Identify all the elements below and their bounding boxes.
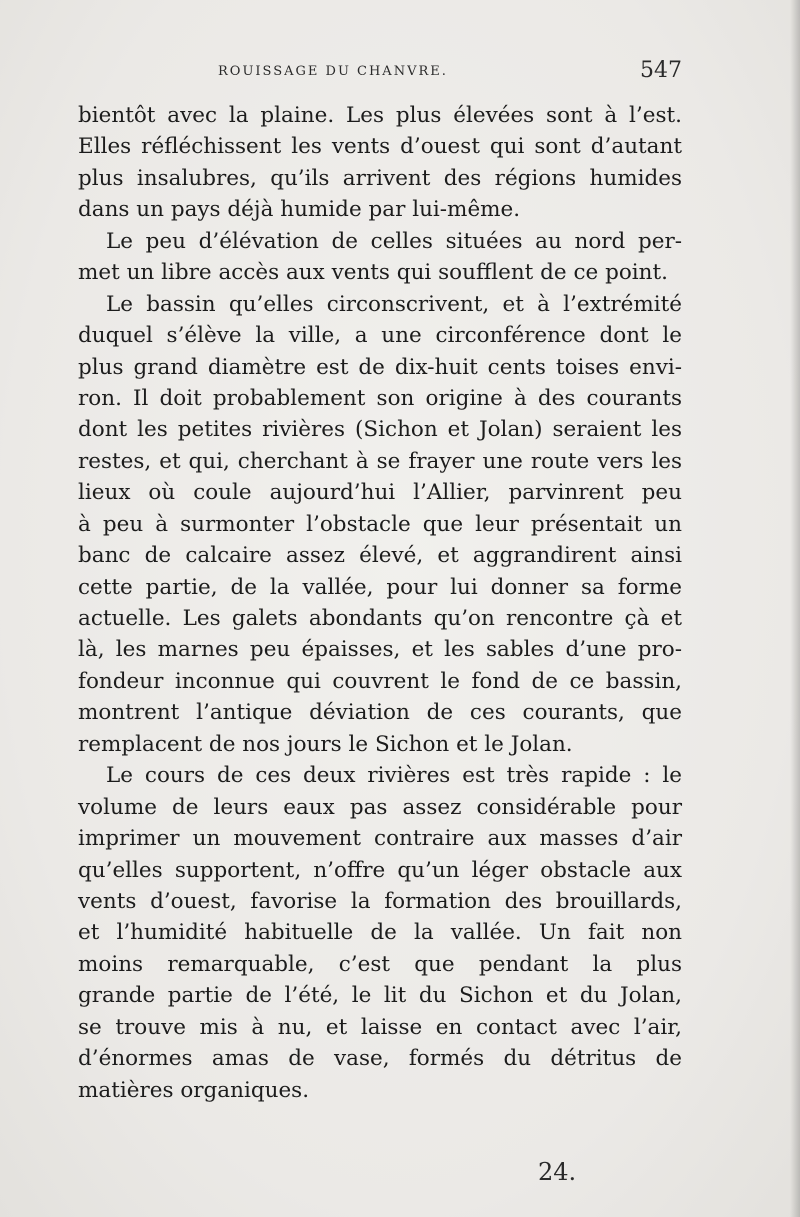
signature-mark: 24. — [538, 1158, 577, 1186]
text-line: grande partie de l’été, le lit du Sichon et du Jolan, — [78, 983, 682, 1009]
text-line: volume de leurs eaux pas assez considérable pour — [78, 794, 682, 820]
text-line: restes, et qui, cherchant à se frayer une route vers les — [78, 448, 682, 474]
text-line: montrent l’antique déviation de ces courants, que — [78, 700, 682, 726]
text-line: cette partie, de la vallée, pour lui donner sa forme — [78, 574, 682, 600]
page-number: 547 — [640, 58, 682, 83]
text-line: met un libre accès aux vents qui soufflent de ce point. — [78, 260, 668, 286]
text-line: vents d’ouest, favorise la formation des brouillards, — [78, 888, 682, 914]
text-line: fondeur inconnue qui couvrent le fond de ce bassin, — [78, 668, 682, 694]
text-line: là, les marnes peu épaisses, et les sables d’une pro- — [78, 637, 682, 663]
body-text — [78, 100, 682, 1106]
text-line: lieux où coule aujourd’hui l’Allier, parvinrent peu — [78, 480, 682, 506]
text-line: dont les petites rivières (Sichon et Jolan) seraient les — [78, 417, 682, 443]
text-line: matières organiques. — [78, 1077, 310, 1103]
text-line: dans un pays déjà humide par lui-même. — [78, 197, 521, 223]
text-line: duquel s’élève la ville, a une circonférence dont le — [78, 323, 682, 349]
text-line: à peu à surmonter l’obstacle que leur présentait un — [78, 511, 682, 537]
text-line: moins remarquable, c’est que pendant la plus — [78, 951, 682, 977]
text-line: remplacent de nos jours le Sichon et le Jolan. — [78, 731, 573, 757]
text-line: Le peu d’élévation de celles situées au nord per- — [106, 228, 682, 254]
text-line: bientôt avec la plaine. Les plus élevées sont à l’est. — [78, 103, 682, 128]
text-line: ron. Il doit probablement son origine à des courants — [78, 385, 682, 411]
running-head — [78, 58, 682, 88]
text-line: Le bassin qu’elles circonscrivent, et à l’extrémité — [106, 291, 682, 317]
running-title: ROUISSAGE DU CHANVRE. — [218, 64, 448, 79]
text-line: plus insalubres, qu’ils arrivent des régions humides — [78, 165, 682, 191]
text-line: d’énormes amas de vase, formés du détritus de — [78, 1046, 682, 1072]
text-line: plus grand diamètre est de dix-huit cents toises envi- — [78, 354, 682, 380]
text-line: imprimer un mouvement contraire aux masses d’air — [78, 826, 682, 852]
text-line: Elles réfléchissent les vents d’ouest qui sont d’autant — [78, 134, 682, 160]
text-line: qu’elles supportent, n’offre qu’un léger obstacle aux — [78, 857, 682, 883]
text-line: Le cours de ces deux rivières est très rapide : le — [106, 763, 682, 789]
text-line: se trouve mis à nu, et laisse en contact avec l’air, — [78, 1014, 682, 1040]
text-line: et l’humidité habituelle de la vallée. Un fait non — [78, 920, 682, 946]
text-line: banc de calcaire assez élevé, et aggrandirent ainsi — [78, 543, 682, 569]
text-line: actuelle. Les galets abondants qu’on rencontre çà et — [78, 606, 682, 631]
